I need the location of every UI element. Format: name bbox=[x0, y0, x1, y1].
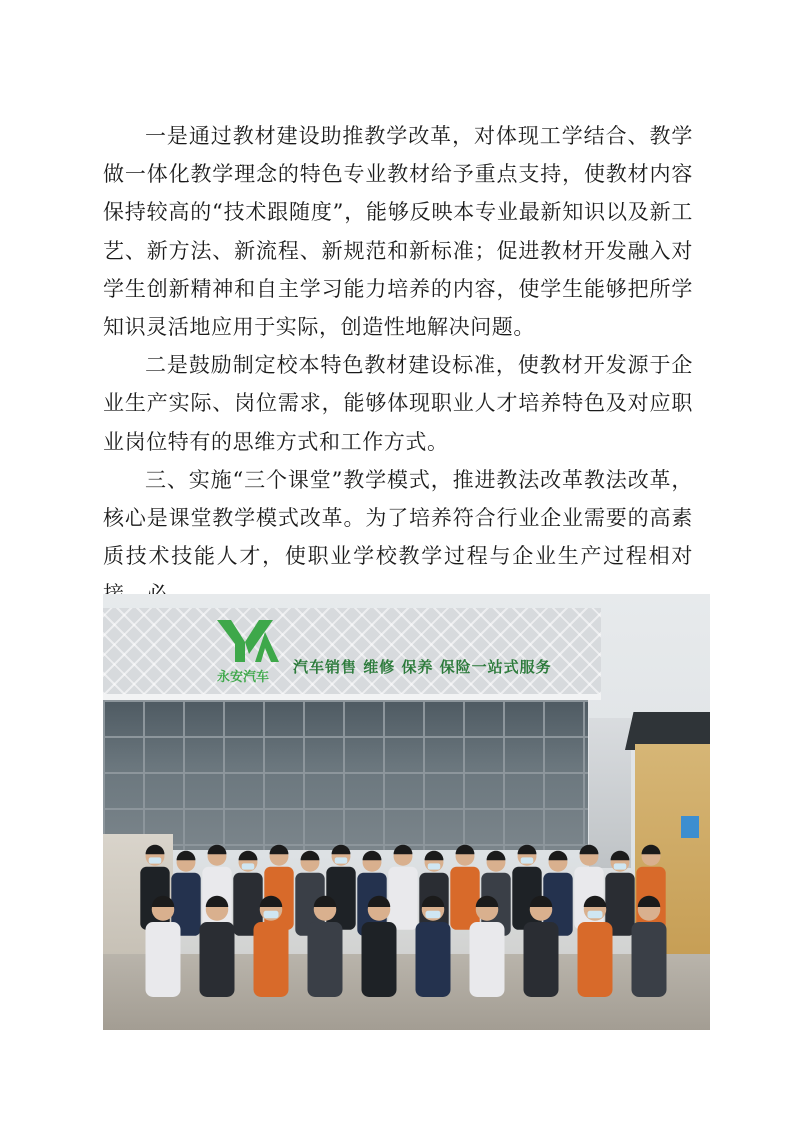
logo-mark-icon bbox=[215, 618, 281, 664]
group-photo bbox=[103, 594, 710, 1030]
student-group bbox=[133, 832, 693, 1030]
paragraph-three-classrooms: 三、实施“三个课堂”教学模式，推进教法改革教法改革，核心是课堂教学模式改革。为了培养符合行业企业需要的高素质技术技能人才，使职业学校教学过程与企业生产过程相对 bbox=[103, 467, 693, 569]
paragraph-school-standards: 二是鼓励制定校本特色教材建设标准，使教材开发源于企业生产实际、岗位需求，能够体现职业人才培养特色及对应职业岗位特有的思维方式和工作方式。 bbox=[103, 353, 693, 454]
paragraph-teaching-materials: 一是通过教材建设助推教学改革，对体现工学结合、教学做一体化教学理念的特色专业教材给予重点支持，使教材内容保持较高的“技术跟随度”，能够反映本专业最新知识以及新工艺、新方法、新流程、新规范和新标准；促进教材开发融入对学生创新精神和自主学习能力培养的内容，使学生能够把所学知识灵活地应用于实际，创造性地解决问题。 bbox=[103, 124, 693, 340]
student-figure bbox=[605, 851, 634, 936]
storefront-glass bbox=[103, 700, 588, 850]
logo-text: 永安汽车 bbox=[217, 670, 270, 685]
dealership-logo bbox=[215, 618, 281, 688]
student-figure bbox=[450, 845, 479, 930]
body-text bbox=[103, 117, 693, 614]
banner-slogan: 汽车销售 维修 保养 保险一站式服务 bbox=[293, 658, 552, 676]
student-figure bbox=[388, 845, 417, 930]
dealership-facade bbox=[103, 608, 601, 700]
